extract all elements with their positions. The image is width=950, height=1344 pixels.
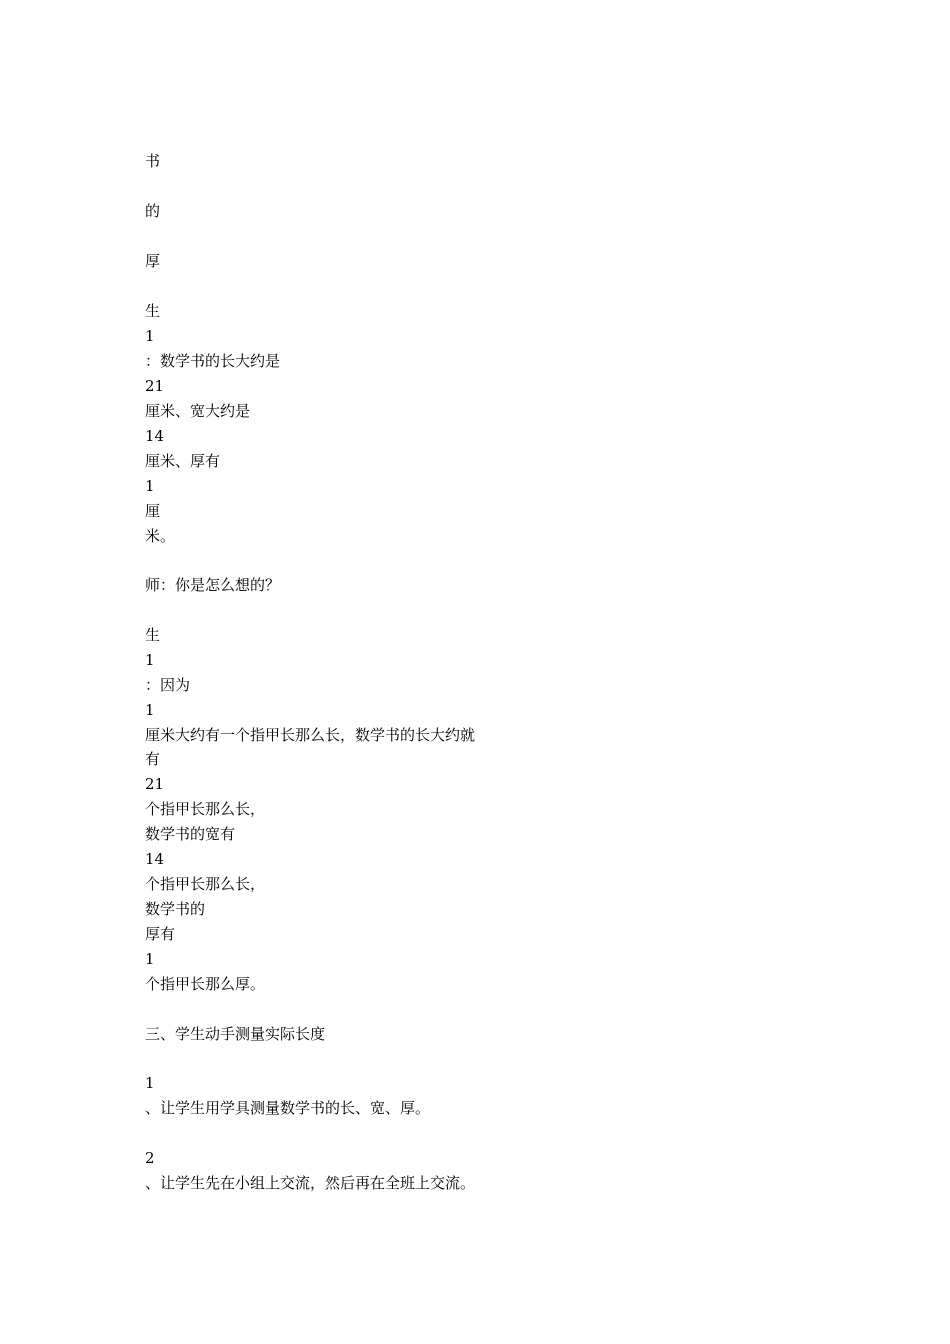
text-line: 的 [145, 202, 161, 220]
text-line: 厚 [145, 252, 161, 270]
section-heading: 三、学生动手测量实际长度 [145, 1025, 326, 1043]
text-line: 14 [145, 850, 165, 868]
text-line: 1 [145, 477, 155, 495]
text-line: 21 [145, 377, 165, 395]
text-line: 1 [145, 651, 155, 669]
text-line: 2 [145, 1149, 155, 1167]
text-line: 厘 [145, 502, 161, 520]
text-line: ：数学书的长大约是 [145, 352, 281, 370]
text-line: 个指甲长那么厚。 [145, 975, 266, 993]
text-line: 1 [145, 950, 155, 968]
text-line: 厘米大约有一个指甲长那么长，数学书的长大约就 [145, 726, 476, 744]
text-line: 米。 [145, 527, 176, 545]
text-line: 厘米、宽大约是 [145, 402, 251, 420]
text-line: 21 [145, 775, 165, 793]
text-line: 生 [145, 626, 161, 644]
text-line: 个指甲长那么长， [145, 800, 266, 818]
text-line: ：因为 [145, 676, 191, 694]
text-line: 1 [145, 327, 155, 345]
text-line: 个指甲长那么长， [145, 875, 266, 893]
text-line: 1 [145, 701, 155, 719]
text-line: 14 [145, 427, 165, 445]
text-line: 书 [145, 152, 161, 170]
text-line: 数学书的 [145, 900, 206, 918]
text-line: 生 [145, 302, 161, 320]
text-line: 厘米、厚有 [145, 452, 221, 470]
text-line: 厚有 [145, 925, 176, 943]
text-line: 、让学生用学具测量数学书的长、宽、厚。 [145, 1099, 431, 1117]
text-line: 师：你是怎么想的？ [145, 576, 281, 594]
text-line: 数学书的宽有 [145, 825, 236, 843]
text-line: 有 [145, 750, 161, 768]
text-line: 、让学生先在小组上交流，然后再在全班上交流。 [145, 1174, 476, 1192]
text-line: 1 [145, 1074, 155, 1092]
